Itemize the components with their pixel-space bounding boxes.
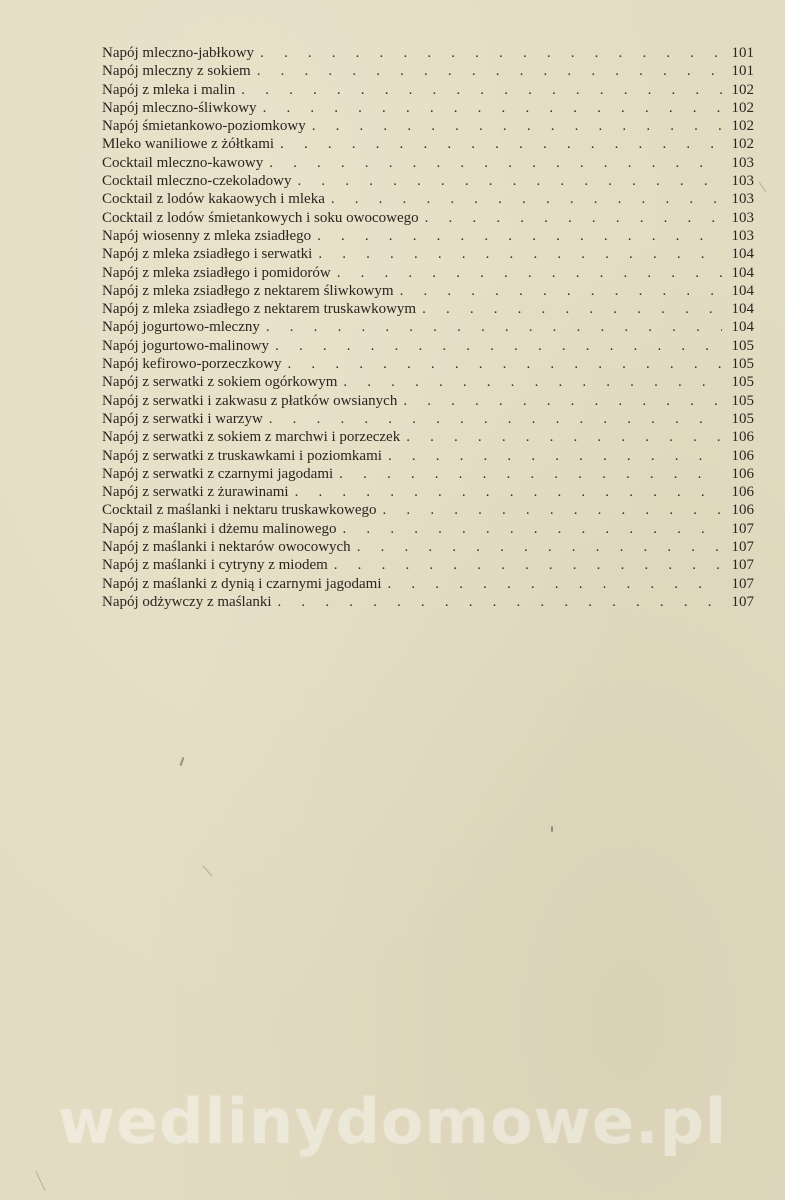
toc-entry-title: Napój mleczny z sokiem	[102, 63, 251, 80]
table-of-contents	[102, 44, 754, 611]
toc-entry	[102, 227, 754, 245]
toc-entry-title: Napój odżywczy z maślanki	[102, 593, 272, 610]
dot-leader	[241, 81, 722, 99]
dot-leader	[331, 190, 722, 208]
toc-entry-title: Cocktail mleczno-kawowy	[102, 154, 264, 171]
toc-entry-title: Napój z serwatki z truskawkami i poziomkami	[102, 447, 382, 464]
toc-entry	[102, 428, 754, 446]
toc-entry-page: 107	[731, 539, 754, 556]
toc-entry-page: 106	[731, 465, 754, 482]
toc-entry	[102, 538, 754, 556]
toc-entry	[102, 154, 754, 172]
paper-speck	[551, 826, 553, 832]
toc-entry	[102, 520, 754, 538]
toc-entry-title: Napój kefirowo-porzeczkowy	[102, 356, 282, 373]
toc-entry	[102, 575, 754, 593]
toc-entry-page: 107	[731, 520, 754, 537]
toc-entry	[102, 465, 754, 483]
toc-entry-page: 107	[731, 575, 754, 592]
dot-leader	[263, 99, 722, 117]
dot-leader	[388, 447, 722, 465]
dot-leader	[357, 538, 722, 556]
dot-leader	[339, 465, 722, 483]
toc-entry-title: Cocktail z lodów śmietankowych i soku owocowego	[102, 209, 419, 226]
toc-entry-page: 107	[731, 557, 754, 574]
toc-entry-page: 107	[731, 593, 754, 610]
toc-entry-page: 104	[731, 282, 754, 299]
dot-leader	[257, 62, 722, 80]
toc-entry	[102, 282, 754, 300]
toc-entry-title: Napój śmietankowo-poziomkowy	[102, 118, 306, 135]
toc-entry	[102, 135, 754, 153]
toc-entry-page: 101	[731, 63, 754, 80]
dot-leader	[425, 209, 722, 227]
toc-entry	[102, 172, 754, 190]
toc-entry	[102, 392, 754, 410]
toc-entry	[102, 337, 754, 355]
toc-entry	[102, 355, 754, 373]
dot-leader	[317, 227, 722, 245]
toc-entry-page: 106	[731, 429, 754, 446]
toc-entry	[102, 483, 754, 501]
toc-entry-page: 102	[731, 81, 754, 98]
toc-entry-title: Napój wiosenny z mleka zsiadłego	[102, 227, 312, 244]
toc-entry-title: Napój z mleka zsiadłego i serwatki	[102, 246, 313, 263]
dot-leader	[269, 410, 722, 428]
toc-entry-page: 102	[731, 136, 754, 153]
toc-entry-page: 106	[731, 484, 754, 501]
paper-speck	[180, 757, 185, 766]
toc-entry-title: Napój z mleka i malin	[102, 81, 236, 98]
dot-leader	[337, 264, 722, 282]
toc-entry-title: Cocktail z lodów kakaowych i mleka	[102, 191, 325, 208]
dot-leader	[403, 392, 722, 410]
toc-entry-page: 105	[731, 337, 754, 354]
toc-entry-title: Cocktail z maślanki i nektaru truskawkowego	[102, 502, 377, 519]
toc-entry	[102, 264, 754, 282]
dot-leader	[383, 501, 722, 519]
toc-entry-title: Napój z maślanki i dżemu malinowego	[102, 520, 337, 537]
toc-entry	[102, 190, 754, 208]
dot-leader	[343, 520, 722, 538]
toc-entry-title: Napój z serwatki z sokiem z marchwi i porzeczek	[102, 429, 401, 446]
dot-leader	[266, 318, 722, 336]
toc-entry-title: Napój jogurtowo-mleczny	[102, 319, 260, 336]
toc-entry	[102, 117, 754, 135]
paper-speck	[759, 182, 767, 192]
toc-entry-page: 104	[731, 264, 754, 281]
toc-entry-page: 103	[731, 173, 754, 190]
dot-leader	[275, 337, 722, 355]
toc-entry-page: 106	[731, 502, 754, 519]
paper-speck	[203, 865, 213, 876]
toc-entry	[102, 300, 754, 318]
toc-entry	[102, 593, 754, 611]
toc-entry-page: 104	[731, 246, 754, 263]
toc-entry-title: Napój z mleka zsiadłego i pomidorów	[102, 264, 331, 281]
toc-entry-title: Mleko waniliowe z żółtkami	[102, 136, 275, 153]
toc-entry-title: Napój z maślanki i cytryny z miodem	[102, 557, 328, 574]
toc-entry	[102, 62, 754, 80]
toc-entry-page: 105	[731, 356, 754, 373]
toc-entry-title: Napój mleczno-śliwkowy	[102, 99, 257, 116]
toc-entry-page: 105	[731, 392, 754, 409]
toc-entry-page: 103	[731, 209, 754, 226]
dot-leader	[400, 282, 722, 300]
toc-entry	[102, 245, 754, 263]
toc-entry-title: Napój z mleka zsiadłego z nektarem śliwkowym	[102, 282, 394, 299]
toc-entry-title: Napój z serwatki i warzyw	[102, 410, 263, 427]
toc-entry-title: Napój z mleka zsiadłego z nektarem truskawkowym	[102, 301, 417, 318]
toc-entry-title: Napój jogurtowo-malinowy	[102, 337, 270, 354]
dot-leader	[312, 117, 722, 135]
dot-leader	[269, 154, 722, 172]
toc-entry-title: Napój z serwatki z sokiem ogórkowym	[102, 374, 338, 391]
toc-entry	[102, 99, 754, 117]
dot-leader	[318, 245, 722, 263]
toc-entry-page: 104	[731, 319, 754, 336]
toc-entry	[102, 318, 754, 336]
toc-entry	[102, 410, 754, 428]
paper-speck	[35, 1171, 45, 1191]
toc-entry-title: Napój z serwatki i zakwasu z płatków owsianych	[102, 392, 398, 409]
toc-entry	[102, 209, 754, 227]
toc-entry-title: Napój mleczno-jabłkowy	[102, 45, 255, 61]
toc-entry	[102, 44, 754, 62]
dot-leader	[260, 44, 722, 62]
toc-entry-page: 103	[731, 227, 754, 244]
toc-entry-page: 105	[731, 374, 754, 391]
toc-entry	[102, 501, 754, 519]
dot-leader	[334, 556, 722, 574]
toc-entry-page: 102	[731, 118, 754, 135]
toc-entry	[102, 556, 754, 574]
toc-entry-page: 103	[731, 191, 754, 208]
toc-entry	[102, 373, 754, 391]
toc-entry-title: Cocktail mleczno-czekoladowy	[102, 173, 292, 190]
dot-leader	[280, 135, 722, 153]
toc-entry-page: 102	[731, 99, 754, 116]
toc-entry	[102, 447, 754, 465]
toc-entry-page: 105	[731, 410, 754, 427]
watermark: wedlinydomowe.pl	[57, 1085, 728, 1158]
toc-entry-page: 106	[731, 447, 754, 464]
dot-leader	[422, 300, 722, 318]
toc-entry-page: 101	[731, 45, 754, 61]
dot-leader	[295, 483, 722, 501]
toc-entry-title: Napój z maślanki i nektarów owocowych	[102, 539, 351, 556]
toc-entry	[102, 81, 754, 99]
dot-leader	[388, 575, 723, 593]
dot-leader	[288, 355, 722, 373]
toc-entry-title: Napój z serwatki z czarnymi jagodami	[102, 465, 334, 482]
dot-leader	[298, 172, 722, 190]
dot-leader	[406, 428, 722, 446]
toc-entry-title: Napój z maślanki z dynią i czarnymi jagodami	[102, 575, 382, 592]
toc-entry-page: 103	[731, 154, 754, 171]
toc-entry-title: Napój z serwatki z żurawinami	[102, 484, 289, 501]
dot-leader	[278, 593, 722, 611]
toc-entry-page: 104	[731, 301, 754, 318]
dot-leader	[343, 373, 722, 391]
